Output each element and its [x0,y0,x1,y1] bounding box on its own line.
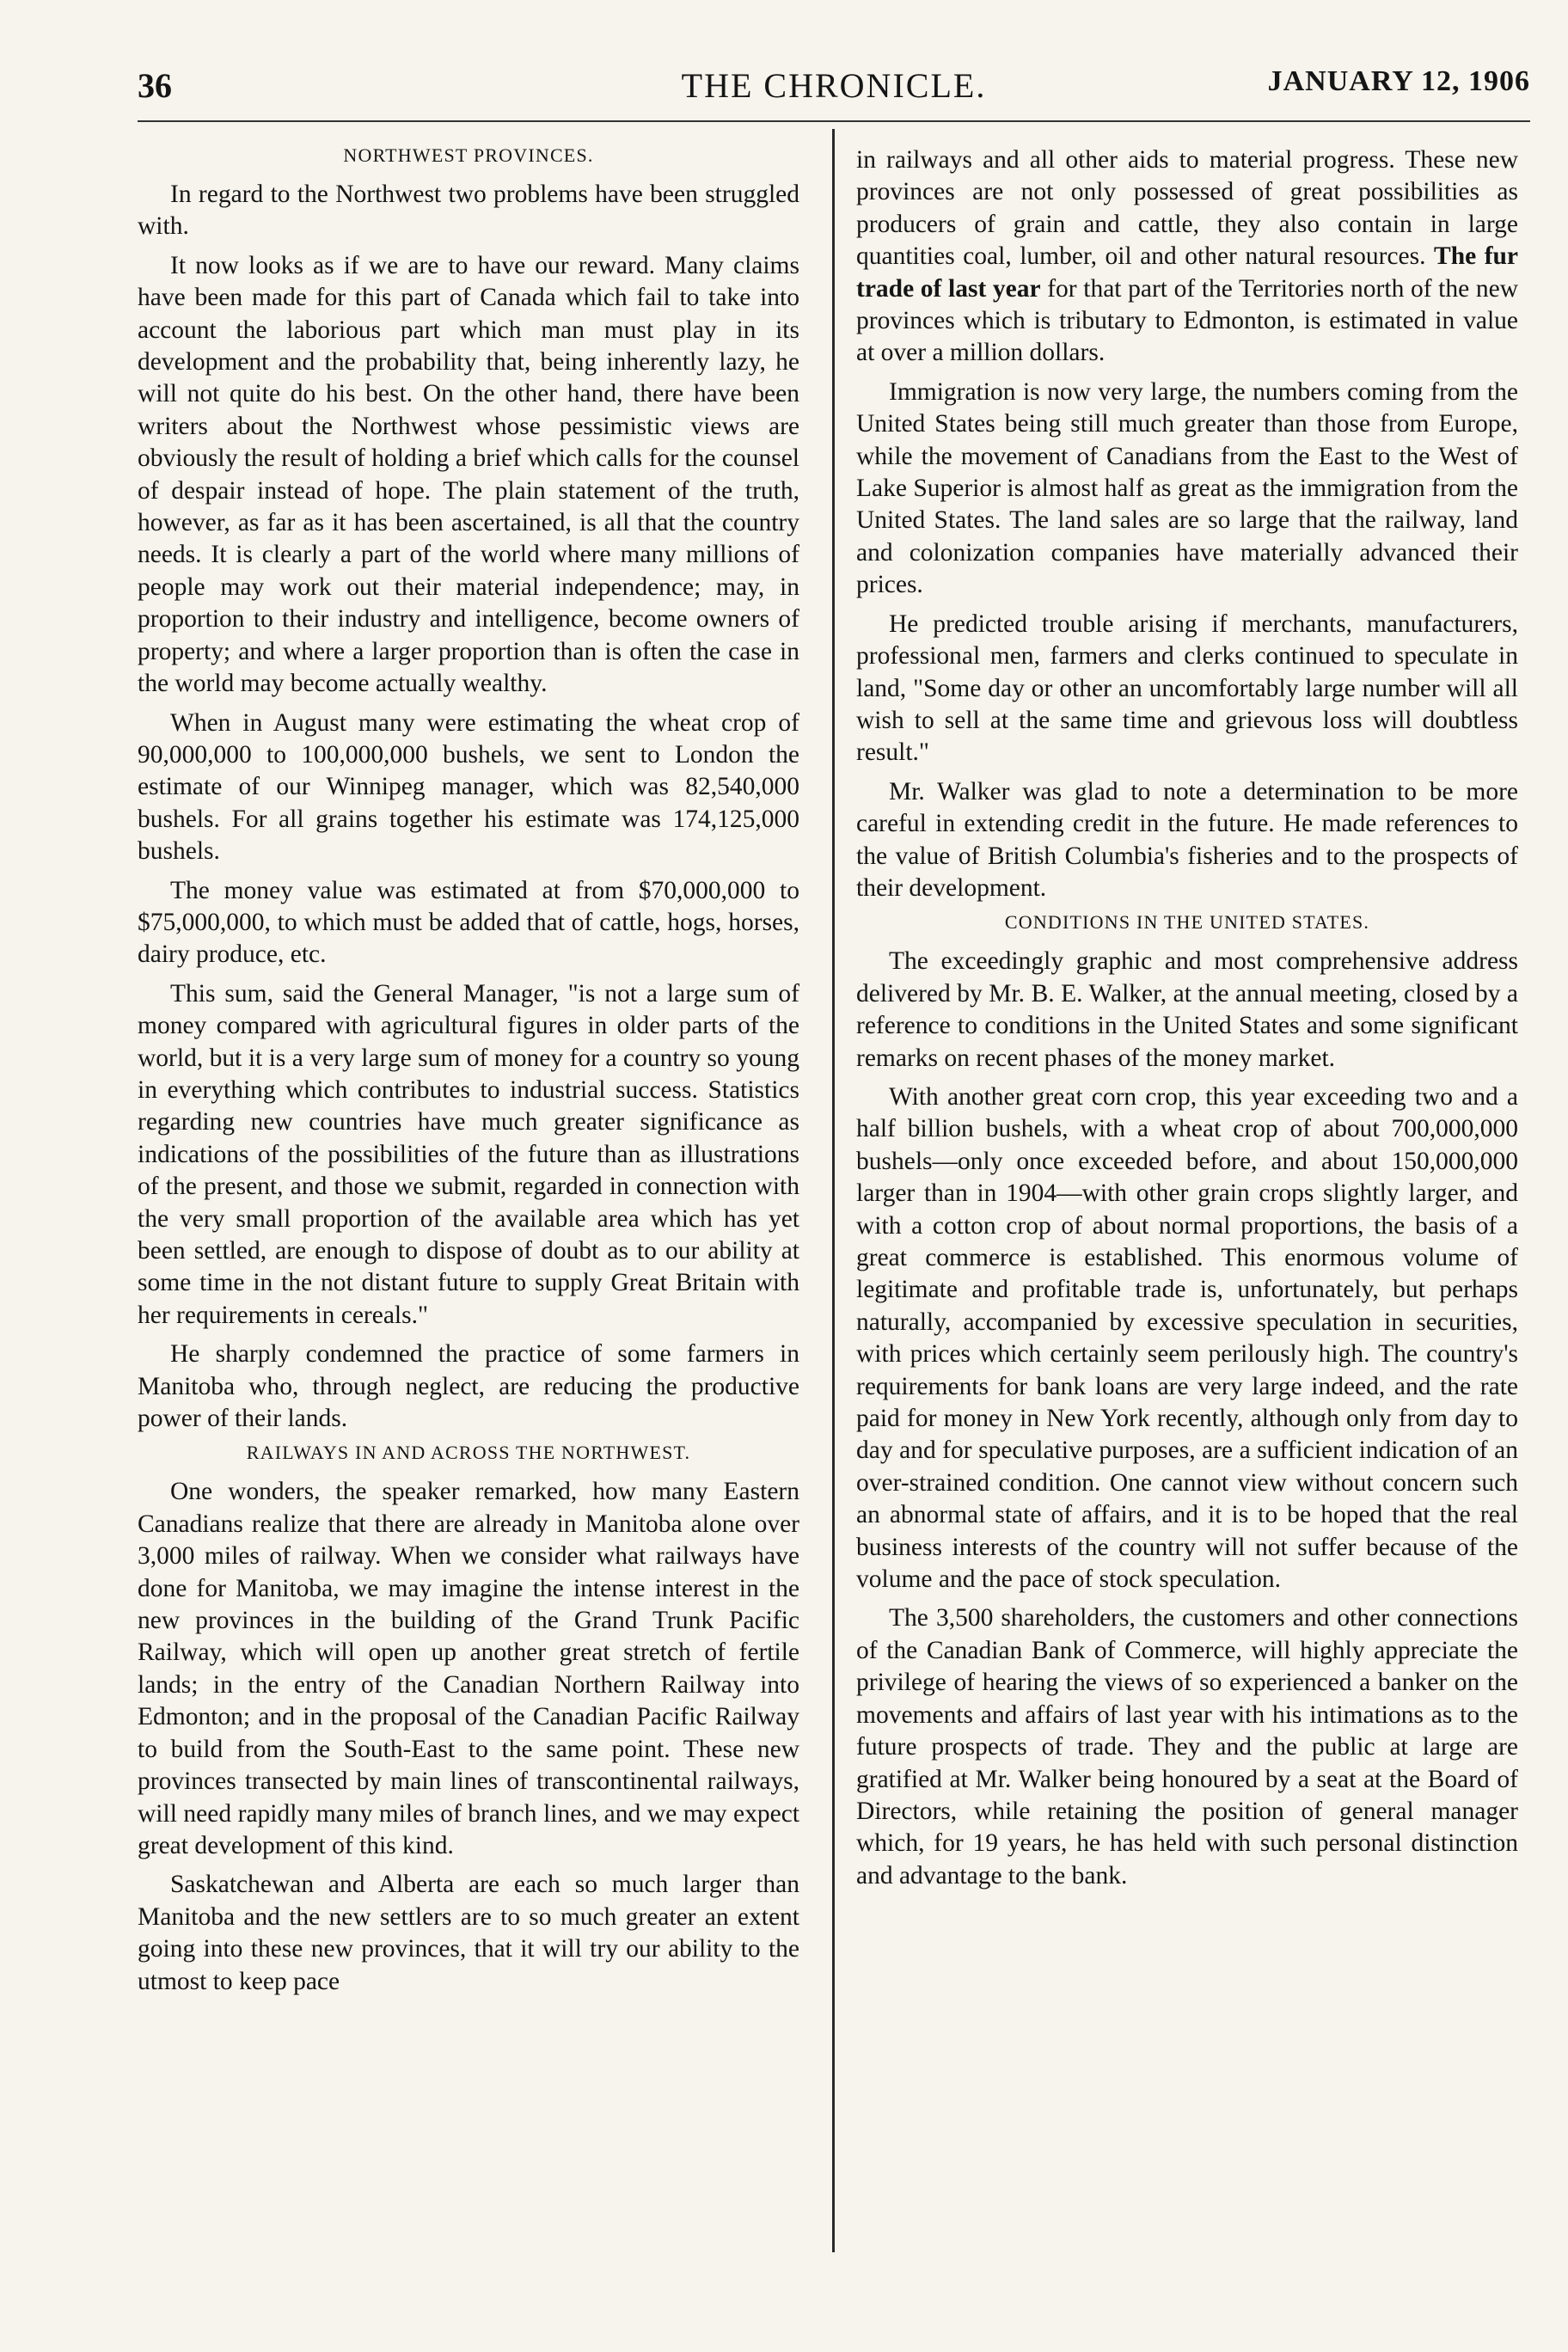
page-number: 36 [138,66,172,105]
paragraph: With another great corn crop, this year exceeding two and a half billion bushels, with a wheat crop of about 700,000,000 bushels—only once exceeded before, and about 150,000,000 larger than in 1904—with other grain crops slightly larger, and with a cotton crop of about normal proportions, the basis of a great commerce is established. This enormous volume of legitimate and profitable trade is, unfortunately, but perhaps naturally, accompanied by excessive speculation in securities, with prices which certainly seem perilously high. The country's requirements for bank loans are very large indeed, and the rate paid for money in New York recently, although only from day to day and for speculative purposes, are a sufficient indication of an over-strained condition. One cannot view without concern such an abnormal state of affairs, and it is to be hoped that the real business interests of the country will not suffer because of the volume and the pace of stock speculation. [856,1082,1518,1594]
left-column [138,144,799,2005]
column-divider [832,129,835,2252]
section-heading-united-states: CONDITIONS IN THE UNITED STATES. [1004,911,1370,934]
paragraph: This sum, said the General Manager, "is not a large sum of money compared with agricultural figures in older parts of the world, but it is a very large sum of money for a country so young in everything which contributes to industrial success. Statistics regarding new countries have much greater significance as indications of the possibilities of the future than as illustrations of the present, and those we submit, regarded in connection with the very small proportion of the available area which has yet been settled, are enough to dispose of doubt as to our ability at some time in the not distant future to supply Great Britain with her requirements in cereals." [138,979,799,1329]
section-heading-northwest-provinces: NORTHWEST PROVINCES. [343,144,594,166]
paragraph: It now looks as if we are to have our reward. Many claims have been made for this part of Canada which fail to take into account the laborious part which man must play in its development and the probability that, being inherently lazy, he will not quite do his best. On the other hand, there have been writers about the Northwest whose pessimistic views are obviously the result of holding a brief which calls for the counsel of despair instead of hope. The plain statement of the truth, however, as far as it has been ascertained, is all that the country needs. It is clearly a part of the world where many millions of people may work out their material independence; may, in proportion to their industry and intelligence, become owners of property; and where a larger proportion than is often the case in the world may become actually wealthy. [138,251,799,698]
right-column [856,144,1518,1899]
paragraph: He sharply condemned the practice of some farmers in Manitoba who, through neglect, are reducing the productive power of their lands. [138,1340,799,1433]
paragraph-continued [856,144,1518,370]
paragraph: The money value was estimated at from $70,000,000 to $75,000,000, to which must be added that of cattle, hogs, horses, dairy produce, etc. [138,876,799,969]
page-header [138,65,1530,126]
masthead-title: THE CHRONICLE. [681,66,987,105]
header-rule [138,120,1530,122]
paragraph: One wonders, the speaker remarked, how many Eastern Canadians realize that there are already in Manitoba alone over 3,000 miles of railway. When we consider what railways have done for Manitoba, we may imagine the intense interest in the new provinces in the building of the Grand Trunk Pacific Railway, which will open up another great stretch of fertile lands; in the entry of the Canadian Northern Railway into Edmonton; and in the proposal of the Canadian Pacific Railway to build from the South-East to the same point. These new provinces transected by main lines of transcontinental railways, will need rapidly many miles of branch lines, and we may expect great development of this kind. [138,1478,799,1859]
paragraph: He predicted trouble arising if merchants, manufacturers, professional men, farmers and clerks continued to speculate in land, "Some day or other an uncomfortably large number will all wish to sell at the same time and grievous loss will doubtless result." [856,609,1518,767]
paragraph: Mr. Walker was glad to note a determination to be more careful in extending credit in the future. He made references to the value of British Columbia's fisheries and to the prospects of their development. [856,777,1518,902]
paragraph: Immigration is now very large, the numbers coming from the United States being still much greater than those from Europe, while the movement of Canadians from the East to the West of Lake Superior is almost half as great as the immigration from the United States. The land sales are so large that the railway, land and colonization companies have materially advanced their prices. [856,377,1518,599]
paragraph: The 3,500 shareholders, the customers and other connections of the Canadian Bank of Commerce, will highly appreciate the privilege of hearing the views of so experienced a banker on the movements and affairs of last year with his intimations as to the future prospects of trade. They and the public at large are gratified at Mr. Walker being honoured by a seat at the Board of Directors, while retaining the position of general manager which, for 19 years, he has held with such personal distinction and advantage to the bank. [856,1604,1518,1890]
bold-phrase: The fur trade of last year [856,242,1519,303]
paragraph: Saskatchewan and Alberta are each so much larger than Manitoba and the new settlers are to so much greater an extent going into these new provinces, that it will try our ability to the utmost to keep pace [138,1871,799,1995]
paragraph: When in August many were estimating the wheat crop of 90,000,000 to 100,000,000 bushels, we sent to London the estimate of our Winnipeg manager, which was 82,540,000 bushels. For all grains together his estimate was 174,125,000 bushels. [138,708,799,866]
section-heading-railways: RAILWAYS IN AND ACROSS THE NORTHWEST. [246,1442,691,1464]
paragraph-text: for that part of the Territories north of the new provinces which is tributary to Edmonton, is estimated in value at over a million dollars. [856,274,1519,367]
paragraph: In regard to the Northwest two problems have been struggled with. [138,181,799,241]
paragraph: The exceedingly graphic and most comprehensive address delivered by Mr. B. E. Walker, at the annual meeting, closed by a reference to conditions in the United States and some significant remarks on recent phases of the money market. [856,947,1518,1072]
issue-date: JANUARY 12, 1906 [1267,65,1530,97]
paragraph-text: in railways and all other aids to material progress. These new provinces are not only possessed of great possibilities as producers of grain and cattle, they also contain in large quantities coal, lumber, oil and other natural resources. [856,146,1518,271]
